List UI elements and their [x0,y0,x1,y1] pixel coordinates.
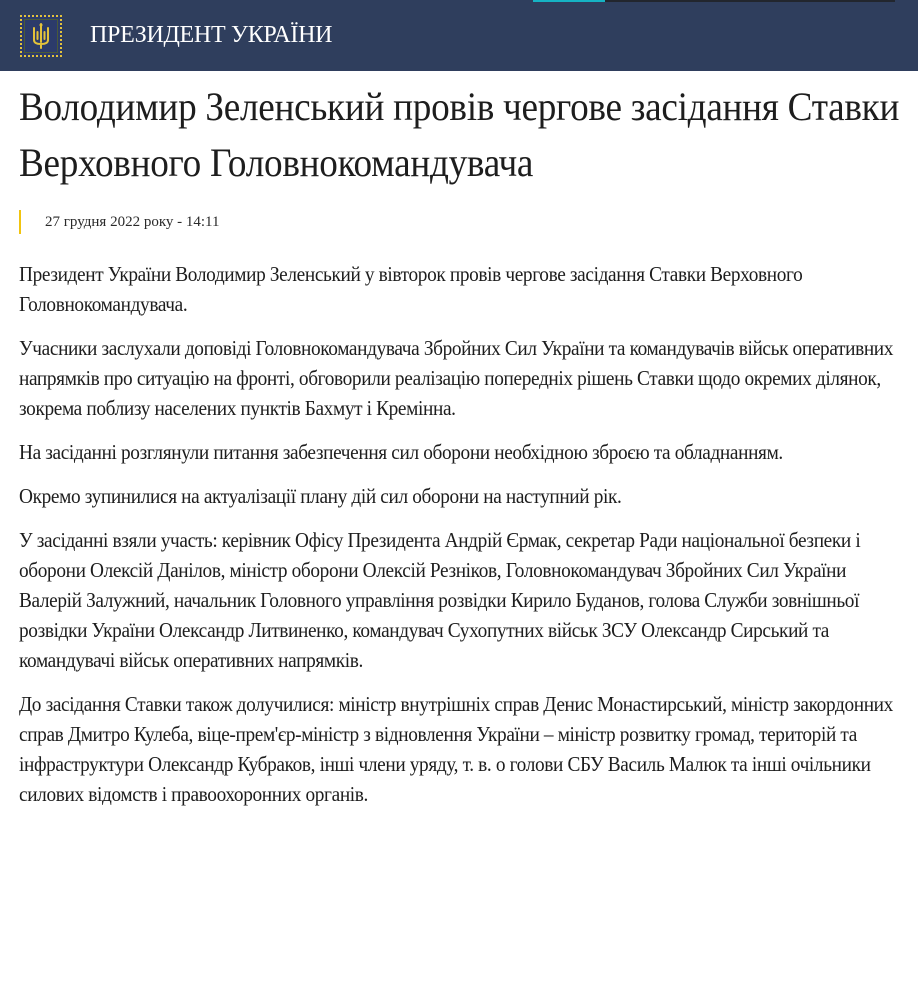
article [0,71,918,809]
article-title: Володимир Зеленський провів чергове засідання Ставки Верховного Головнокомандувача [19,84,900,185]
top-divider-line [605,0,895,2]
site-header [0,0,918,71]
article-date [19,209,898,235]
article-date-text: 27 грудня 2022 року - 14:11 [45,214,220,230]
top-accent-bar [533,0,605,2]
article-paragraph: Президент України Володимир Зеленський у вівторок провів чергове засідання Ставки Верховного Головнокомандувача. [19,262,803,316]
article-paragraph: Учасники заслухали доповіді Головнокомандувача Збройних Сил України та командувачів військ оперативних напрямків про ситуацію на фронті, обговорили реалізацію попередніх рішень Ставки щодо окремих ділянок, зокрема поблизу населених пунктів Бахмут і Кремінна. [19,336,894,420]
site-logo[interactable] [20,15,62,57]
article-paragraph: До засідання Ставки також долучилися: міністр внутрішніх справ Денис Монастирський, міністр закордонних справ Дмитро Кулеба, віце-прем'єр-міністр з відновлення України – міністр розвитку громад, територій та інфраструктури Олександр Кубраков, інші члени уряду, т. в. о голови СБУ Василь Малюк та інші очільники силових відомств і правоохоронних органів. [19,692,893,806]
article-paragraph: У засіданні взяли участь: керівник Офісу Президента Андрій Єрмак, секретар Ради національної безпеки і оборони Олексій Данілов, міністр оборони Олексій Резніков, Головнокомандувач Збройних Сил України Валерій Залужний, начальник Головного управління розвідки Кирило Буданов, голова Служби зовнішньої розвідки України Олександр Литвиненко, командувач Сухопутних військ ЗСУ Олександр Сирський та командувачі військ оперативних напрямків. [19,528,861,672]
site-brand-title[interactable]: ПРЕЗИДЕНТ УКРАЇНИ [90,22,333,48]
date-accent-bar [19,210,21,234]
trident-coat-of-arms-icon [30,22,52,50]
article-paragraph: Окремо зупинилися на актуалізації плану дій сил оборони на наступний рік. [19,484,622,508]
article-paragraph: На засіданні розглянули питання забезпечення сил оборони необхідною зброєю та обладнанням. [19,440,783,464]
